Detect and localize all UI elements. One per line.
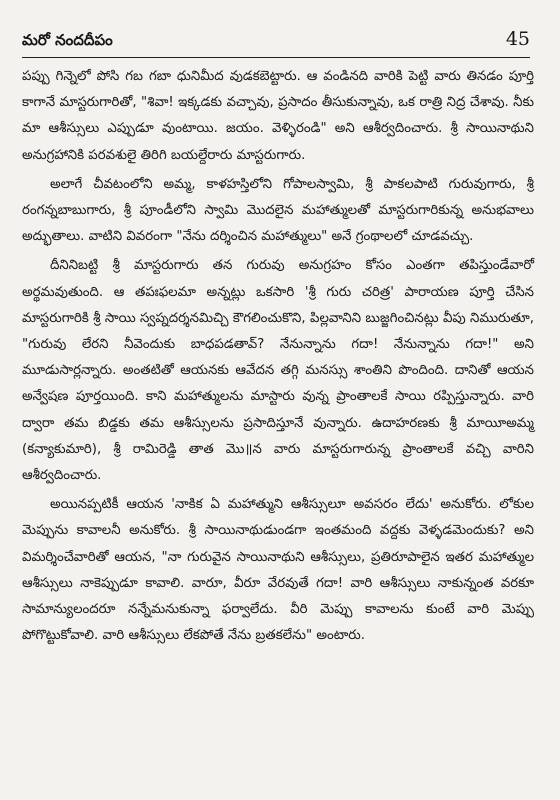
page-header — [22, 28, 530, 58]
paragraph-2: అలాగే చీవటంలోని అమ్మ, కాళహస్తిలోని గోపాలస్వామి, శ్రీ పాకలపాటి గురువుగారు, శ్రీ రంగన్నబాబుగారు, శ్రీ పూండీలోని స్వామి మొదలైన మహాత్ములతో మాస్టరుగారికున్న అనుభవాలు అద్భుతాలు. వాటిని వివరంగా "నేను దర్శించిన మహాత్ములు" అనే గ్రంథాలలో చూడవచ్చు. — [22, 176, 534, 245]
page-number: 45 — [505, 28, 530, 50]
body-text — [22, 64, 534, 649]
paragraph-1: పప్పు గిన్నెలో పోసి గబ గబా ధునిమీద వుడకబెట్టారు. ఆ వండినది వారికి పెట్టి వారు తినడం పూర్తి కాగానే మాస్టరుగారితో, "శివా! ఇక్కడకు వచ్చావు, ప్రసాదం తీసుకున్నావు, ఒక రాత్రి నిద్ర చేశావు. నీకు మా ఆశీస్సులు ఎప్పుడూ వుంటాయి. జయం. వెళ్ళిరండి" అని ఆశీర్వదించారు. శ్రీ సాయినాథుని అనుగ్రహానికి పరవశులై తిరిగి బయల్దేరారు మాస్టరుగారు. — [22, 69, 534, 163]
running-title: మరో నందదీపం — [22, 31, 113, 49]
paragraph-3: దీనినిబట్టి శ్రీ మాస్టరుగారు తన గురువు అనుగ్రహం కోసం ఎంతగా తపిస్తుండేవారో అర్థమవుతుంది. ఆ తపఃఫలమా అన్నట్లు ఒకసారి 'శ్రీ గురు చరిత్ర' పారాయణ పూర్తి చేసిన మాస్టరుగారికి శ్రీ సాయి స్వప్నదర్శనమిచ్చి కౌగలించుకొని, పిల్లవానిని బుజ్జగించినట్లు వీపు నిమురుతూ, "గురువు లేరని నీవెందుకు బాధపడతావ్? నేనున్నాను గదా! నేనున్నాను గదా!" అని మూడుసార్లన్నారు. అంతటితో ఆయనకు ఆవేదన తగ్గి మనస్సు శాంతిని పొందింది. దానితో ఆయన అన్వేషణ పూర్తయింది. కాని మహాత్ములను మాస్టారు వున్న ప్రాంతాలకే సాయి రప్పిస్తున్నారు. వారి ద్వారా తమ బిడ్డకు తమ ఆశీస్సులను ప్రసాదిస్తూనే వున్నారు. ఉదాహరణకు శ్రీ మాయీఅమ్మ (కన్యాకుమారి), శ్రీ రామిరెడ్డి తాత మొ॥న వారు మాస్టరుగారున్న ప్రాంతాలకే వచ్చి వారిని ఆశీర్వదించారు. — [22, 258, 534, 484]
paragraph-4: అయినప్పటికీ ఆయన 'నాకిక ఏ మహాత్ముని ఆశీస్సులూ అవసరం లేదు' అనుకోరు. లోకుల మెప్పును కావాలనీ అనుకోరు. శ్రీ సాయినాథుడుండగా ఇంతమంది వద్దకు వెళ్ళడమెందుకు? అని విమర్శించేవారితో ఆయన, "నా గురువైన సాయినాథుని ఆశీస్సులు, ప్రతిరూపాలైన ఇతర మహాత్ముల ఆశీస్సులు నాకెప్పుడూ కావాలి. వారూ, వీరూ వేరవుతే గదా! వారి ఆశీస్సులు నాకున్నంత వరకూ సామాన్యులందరూ నన్నేమనుకున్నా ఫర్వాలేదు. వీరి మెప్పు కావాలను కుంటే వారి మెప్పు పోగొట్టుకోవాలి. వారి ఆశీస్సులు లేకపోతే నేను బ్రతకలేను" అంటారు. — [22, 497, 534, 644]
